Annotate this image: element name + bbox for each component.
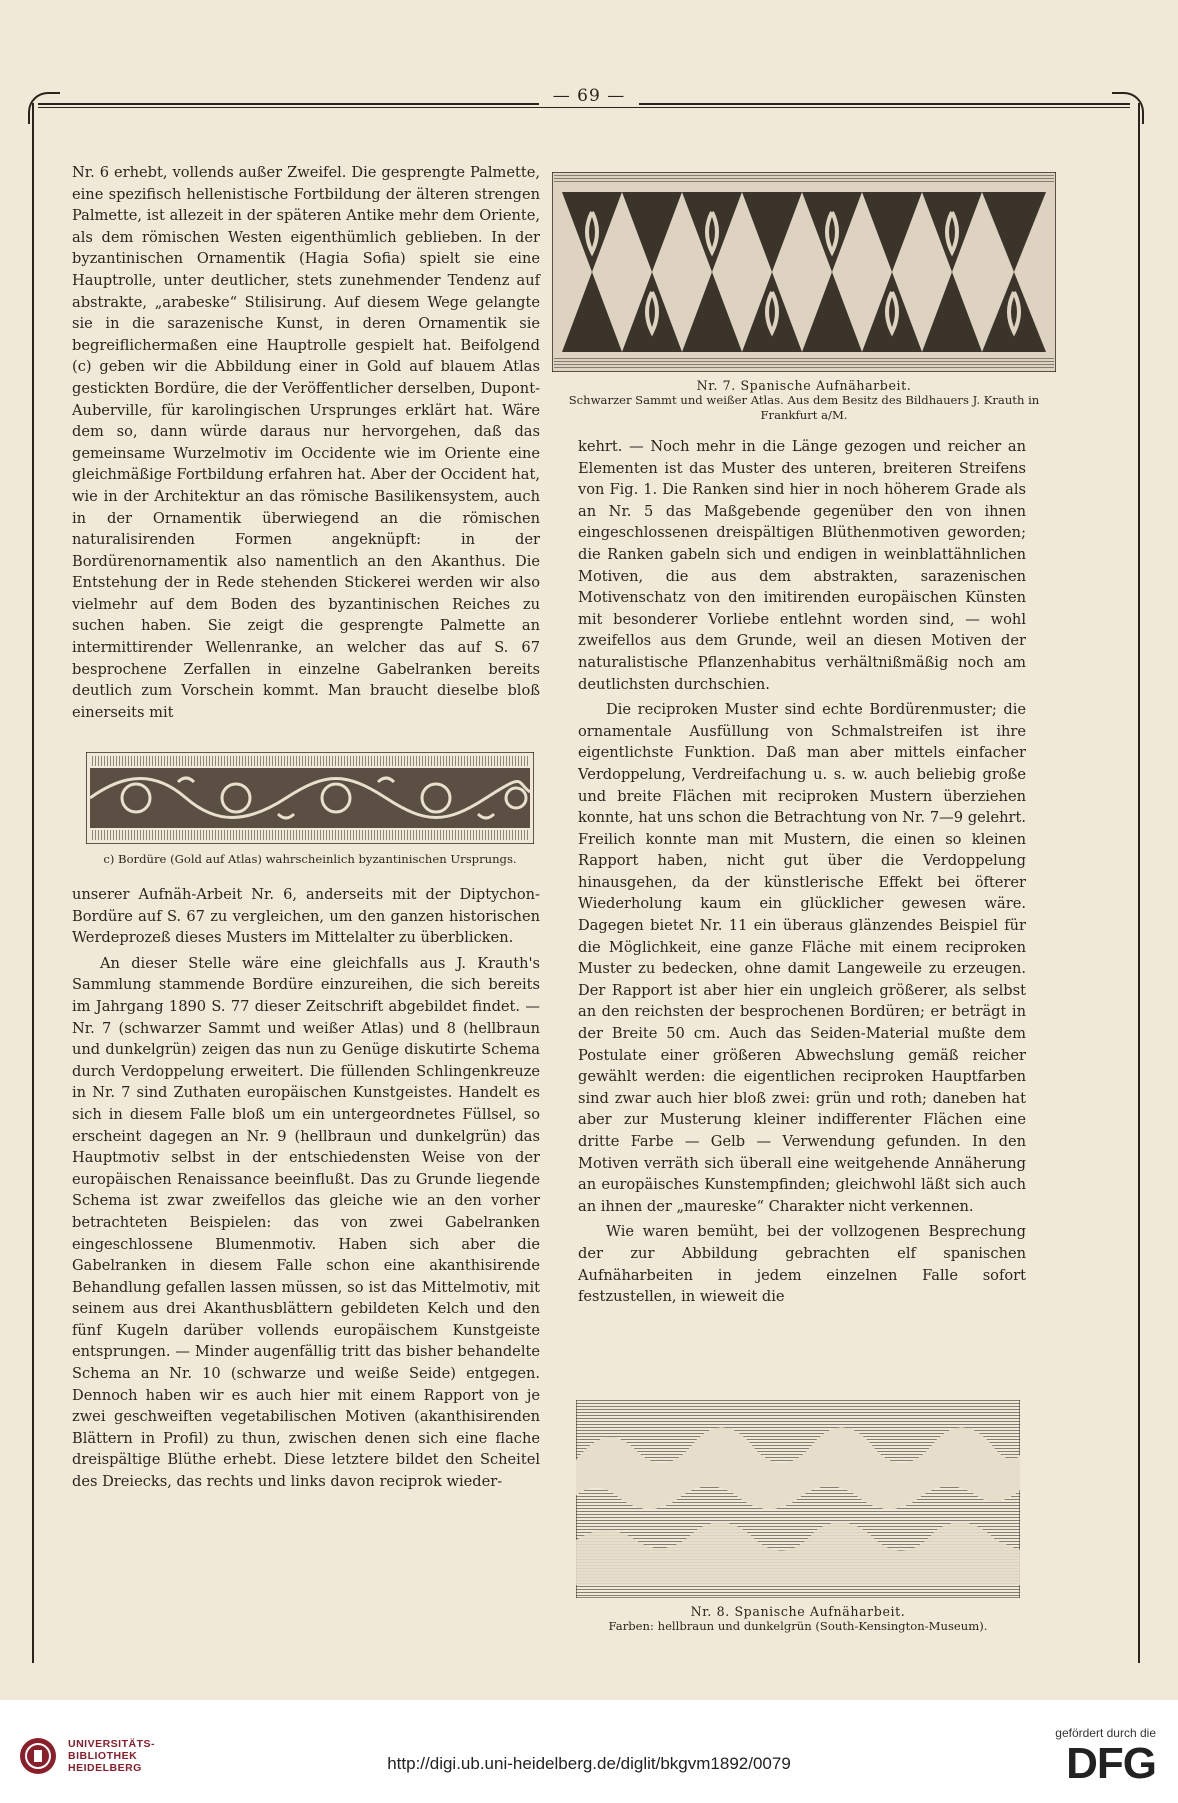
paragraph: Die reciproken Muster sind echte Bordürenmuster; die ornamentale Ausfüllung von Schmalstreifen ist ihre eigentlichste Funktion. Daß man aber mittels einfacher Verdoppelung, Verdreifachung u. s. w. auch beliebig große und breite Flächen mit reciproken Mustern überziehen konnte, hat uns schon die Betrachtung von Nr. 7—9 gelehrt. Freilich konnte man mit Mustern, die einen so kleinen Rapport haben, nicht gut über die Verdoppelung hinausgehen, da der künstlerische Effekt bei öfterer Wiederholung kaum ein glücklicher gewesen wäre. Dagegen bietet Nr. 11 ein überaus glänzendes Beispiel für die Möglichkeit, eine ganze Fläche mit einem reciproken Muster zu bedecken, ohne damit Langeweile zu erzeugen. Der Rapport ist aber hier ein ungleich größerer, als selbst an den reichsten der besprochenen Bordüren; er beträgt in der Breite 50 cm. Auch das Seiden-Material mußte dem Postulate einer größeren Abwechslung gemäß reicher gewählt werden: die eigentlichen reciproken Hauptfarben sind zwar auch hier bloß zwei: grün und roth; daneben hat aber zur Musterung kleiner indifferenter Flächen eine dritte Farbe — Gelb — Verwendung gefunden. In den Motiven verräth sich überall eine weitgehende Annäherung an europäisches Kunstempfinden; gleichwohl läßt sich auch an ihnen der „maureske“ Charakter nicht verkennen. [578, 701, 1026, 1215]
figure-c [86, 752, 534, 867]
figure-8-caption [576, 1604, 1020, 1634]
source-url-link[interactable]: http://digi.ub.uni-heidelberg.de/diglit/bkgvm1892/0079 [387, 1754, 791, 1773]
left-column-top [72, 162, 540, 727]
viewer-footer [0, 1700, 1178, 1803]
figure-8-title: Nr. 8. Spanische Aufnäharbeit. [690, 1604, 906, 1619]
figure-c-caption: c) Bordüre (Gold auf Atlas) wahrscheinlich byzantinischen Ursprungs. [103, 852, 517, 866]
paragraph: Nr. 6 erhebt, vollends außer Zweifel. Die gesprengte Palmette, eine spezifisch hellenistische Fortbildung der älteren strengen Palmette, ist allezeit in der späteren Antike mehr dem Oriente, als dem römischen Westen eigenthümlich geblieben. In der byzantinischen Ornamentik (Hagia Sofia) spielt sie eine Hauptrolle, unter deutlicher, stets zunehmender Tendenz auf abstrakte, „arabeske“ Stilisirung. Auf diesem Wege gelangte sie in die sarazenische Kunst, in deren Ornamentik sie begreiflichermaßen eine Hauptrolle gespielt hat. Beifolgend (c) geben wir die Abbildung einer in Gold auf blauem Atlas gestickten Bordüre, die der Veröffentlicher derselben, Dupont-Auberville, für karolingischen Ursprunges erklärt hat. Wäre dem so, dann würde daraus nur hervorgehen, daß das gemeinsame Wurzelmotiv im Occidente wie im Oriente eine gleichmäßige Fortbildung erfahren hat. Aber der Occident hat, wie in der Architektur an das römische Basilikensystem, auch in der Ornamentik überwiegend an die römischen naturalisirenden Formen angeknüpft: in der Bordürenornamentik also namentlich an den Akanthus. Die Entstehung der in Rede stehenden Stickerei werden wir also vielmehr auf dem Boden des byzantinischen Reiches zu suchen haben. Sie zeigt die gesprengte Palmette an intermittirender Wellenranke, an welcher das auf S. 67 besprochene Zerfallen in einzelne Gabelranken bereits deutlich zum Vorschein kommt. Man braucht dieselbe bloß einerseits mit [72, 164, 540, 721]
figure-7 [552, 172, 1056, 423]
figure-7-title: Nr. 7. Spanische Aufnäharbeit. [696, 378, 912, 393]
university-name: UNIVERSITÄTS- BIBLIOTHEK HEIDELBERG [68, 1738, 156, 1774]
figure-8 [576, 1400, 1020, 1634]
figure-8-image [576, 1400, 1020, 1598]
frame-left-rule [32, 103, 34, 1663]
frame-top-rule [38, 107, 1130, 108]
paragraph: kehrt. — Noch mehr in die Länge gezogen und reicher an Elementen ist das Muster des unteren, breiteren Streifens von Fig. 1. Die Ranken sind hier in noch höherem Grade als an Nr. 5 das Maßgebende gegenüber den von ihnen eingeschlossenen dreispältigen Blüthenmotiven geworden; die Ranken gabeln sich und endigen in weinblattähnlichen Motiven, die aus dem abstrakten, sarazenischen Motivenschatz von den imitirenden europäischen Künsten mit besonderer Vorliebe entlehnt worden sind, — wohl zweifellos aus dem Grunde, weil an diesen Motiven der naturalistische Pflanzenhabitus verhältnißmäßig noch am deutlichsten durchschien. [578, 438, 1026, 693]
paragraph: unserer Aufnäh-Arbeit Nr. 6, anderseits mit der Diptychon-Bordüre auf S. 67 zu vergleichen, um den ganzen historischen Werdeprozeß dieses Musters im Mittelalter zu überblicken. [72, 886, 540, 947]
figure-7-image [552, 172, 1056, 372]
figure-7-caption [552, 378, 1056, 423]
left-column-bottom [72, 884, 540, 1497]
dfg-logo: DFG [1066, 1739, 1156, 1788]
page-number: — 69 — [0, 86, 1178, 106]
dfg-sponsor-text: gefördert durch die [1055, 1726, 1156, 1740]
dfg-sponsor[interactable] [1055, 1726, 1156, 1786]
frame-right-rule [1138, 103, 1140, 1663]
paragraph: An dieser Stelle wäre eine gleichfalls aus J. Krauth's Sammlung stammende Bordüre einzureihen, die sich bereits im Jahrgang 1890 S. 77 dieser Zeitschrift abgebildet findet. — Nr. 7 (schwarzer Sammt und weißer Atlas) und 8 (hellbraun und dunkelgrün) zeigen das nun zu Genüge diskutirte Schema durch Verdoppelung erweitert. Die füllenden Schlingenkreuze in Nr. 7 sind Zuthaten europäischen Kunstgeistes. Handelt es sich in diesem Falle bloß um ein untergeordnetes Füllsel, so erscheint dagegen an Nr. 9 (hellbraun und dunkelgrün) das Hauptmotiv selbst in der entschiedensten Weise von der europäischen Renaissance beeinflußt. Das zu Grunde liegende Schema ist zwar zweifellos das gleiche wie an den vorher betrachteten Beispielen: das von zwei Gabelranken eingeschlossene Blumenmotiv. Haben sich aber die Gabelranken in diesem Falle schon eine akanthisirende Behandlung gefallen lassen müssen, so ist das Mittelmotiv, mit seinem aus drei Akanthusblättern gebildeten Kelch und den fünf Kugeln darüber vollends europäischem Kunstgeiste entsprungen. — Minder augenfällig tritt das bisher behandelte Schema an Nr. 10 (schwarze und weiße Seide) entgegen. Dennoch haben wir es auch hier mit einem Rapport von je zwei geschweiften vegetabilischen Motiven (akanthisirenden Blättern in Profil) zu thun, zwischen denen sich eine flache dreispältige Blüthe erhebt. Diese letztere bildet den Scheitel des Dreiecks, das rechts und links davon reciprok wieder- [72, 954, 540, 1491]
figure-8-note: Farben: hellbraun und dunkelgrün (South-Kensington-Museum). [608, 1619, 988, 1633]
figure-c-image [86, 752, 534, 844]
paragraph: Wie waren bemüht, bei der vollzogenen Besprechung der zur Abbildung gebrachten elf spanischen Aufnäharbeiten in jedem einzelnen Falle sofort festzustellen, in wieweit die [578, 1223, 1026, 1306]
right-column [578, 436, 1026, 1312]
figure-7-note: Schwarzer Sammt und weißer Atlas. Aus dem Besitz des Bildhauers J. Krauth in Frankfurt a/M. [568, 393, 1040, 422]
